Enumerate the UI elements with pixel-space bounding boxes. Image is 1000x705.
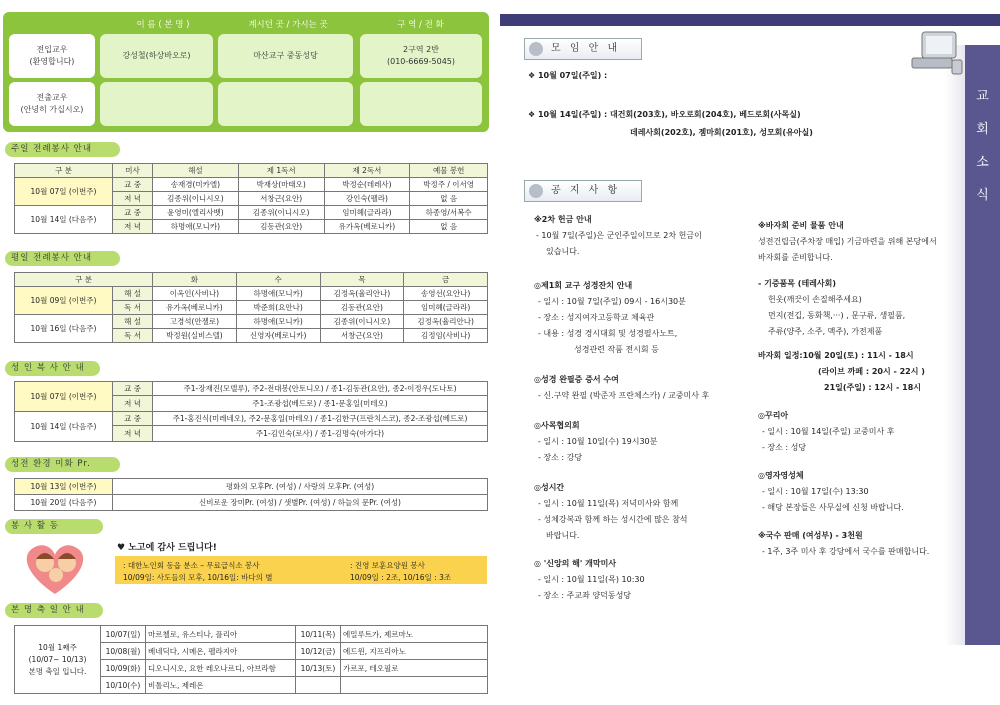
table-cell: 하종영/서복수 — [410, 206, 488, 220]
table-cell: 교 중 — [113, 382, 153, 396]
date-cell: 10월 07일 (이번주) — [15, 178, 113, 206]
table-cell: 주1-장재진(모델루), 주2-전대봉(안토니오) / 종1-김동관(요안), 종2-이정우(도나토) — [153, 382, 488, 396]
table-cell: 10/11(목) — [296, 626, 341, 643]
table-cell: 김정옥(율리안나) — [404, 315, 488, 329]
table-cell: 하명애(모니카) — [153, 220, 239, 234]
table-cell: 저 녁 — [113, 396, 153, 412]
table-cell: 10월 13일 (이번주) — [15, 479, 113, 495]
notice-heading: ◎제1회 교구 성경잔치 안내 — [534, 281, 633, 290]
table-row — [15, 479, 488, 495]
sidebar-char: 교 — [976, 89, 989, 104]
text: - 일시 : 10월 11일(목) 10:30 — [538, 575, 645, 584]
adult-table — [14, 381, 488, 442]
prayer-title: 성전 환경 미화 Pr. — [5, 457, 120, 472]
notice-heading: - 기증품목 (테레사회) — [758, 279, 837, 288]
header-place: 계시던 곳 / 가시는 곳 — [248, 20, 328, 30]
table-cell: 10/08(월) — [101, 643, 146, 660]
sidebar — [965, 45, 1000, 645]
table-cell: 김정임(사비나) — [404, 329, 488, 343]
table-cell: 10/10(수) — [101, 677, 146, 694]
table-row — [15, 206, 488, 220]
date-cell: 10월 16일 (다음주) — [15, 315, 113, 343]
text: - 일시 : 10월 10일(수) 19시30분 — [538, 437, 658, 446]
incoming-contact: 2구역 2반 (010-6669-5045) — [360, 34, 482, 78]
text: 있습니다. — [546, 247, 580, 256]
table-cell: 임미혜(글라라) — [324, 206, 410, 220]
table-cell: 신영자(베로니카) — [236, 329, 320, 343]
saints-table — [14, 625, 488, 694]
meeting-line-3: 데레사회(202호), 젬마회(201호), 성모회(유아실) — [630, 128, 813, 137]
service-a1: : 대한노인회 동읍 분소 – 무료급식소 봉사 — [123, 561, 260, 570]
left-page — [0, 0, 492, 705]
text: 먼지(전깁, 동화책,···) , 문구류, 생필품, — [768, 311, 906, 320]
text: - 해당 본장들은 사무실에 신청 바랍니다. — [762, 503, 904, 512]
table-cell — [341, 677, 488, 694]
table-cell: 10/09(화) — [101, 660, 146, 677]
notice-heading: ※국수 판매 (여성부) - 3천원 — [758, 531, 863, 540]
notice-heading: ※바자회 준비 물품 안내 — [758, 221, 844, 230]
th-cell: 제 2독서 — [324, 164, 410, 178]
service-a2: 10/09일: 사도들의 모후, 10/16일: 바다의 별 — [123, 573, 273, 582]
notice-heading: 바자회 일정:10월 20일(토) : 11시 - 18시 — [758, 351, 914, 360]
text: 성전건립금(주차장 매입) 기금마련을 위해 본당에서 — [758, 237, 937, 246]
text: 모 임 안 내 — [551, 43, 621, 54]
table-cell: 교 중 — [113, 206, 153, 220]
saints-title: 본 명 축 일 안 내 — [5, 603, 103, 618]
saints-label: 10월 1째주 (10/07~ 10/13) 본명 축일 입니다. — [15, 626, 101, 694]
table-cell: 서창근(요안) — [238, 192, 324, 206]
table-cell: 박재상(마태오) — [238, 178, 324, 192]
table-row — [15, 315, 488, 329]
table-cell: 주1-김인숙(로사) / 종1-김명숙(아가다) — [153, 426, 488, 442]
notice-heading: ◎영자영성체 — [758, 471, 804, 480]
table-cell: 비톨리노, 제레온 — [146, 677, 296, 694]
table-cell: 하명애(모니카) — [236, 315, 320, 329]
date-cell: 10월 14일 (다음주) — [15, 412, 113, 442]
table-cell: 송영선(요안나) — [404, 287, 488, 301]
table-cell: 저 녁 — [113, 220, 153, 234]
text: (라이브 까페 : 20시 - 22시 ) — [818, 367, 925, 376]
table-cell — [296, 677, 341, 694]
weekday-table — [14, 272, 488, 343]
table-cell: 평화의 모후Pr. (여성) / 사랑의 모후Pr. (여성) — [113, 479, 488, 495]
person-icon — [529, 184, 543, 198]
text: - 성체강복과 함께 하는 성시간에 많은 참석 — [538, 515, 688, 524]
text: - 1주, 3주 미사 후 강당에서 국수를 판매합니다. — [762, 547, 930, 556]
date-cell: 10월 14일 (다음주) — [15, 206, 113, 234]
table-cell: 임미혜(글라라) — [404, 301, 488, 315]
meeting-title — [524, 38, 642, 60]
table-cell: 신비로운 장미Pr. (여성) / 샛별Pr. (여성) / 하늘의 문Pr. (여성) — [113, 495, 488, 511]
table-cell: 해 설 — [113, 287, 153, 301]
text: 21일(주일) : 12시 - 18시 — [824, 383, 922, 392]
text: - 일시 : 10월 17일(수) 13:30 — [762, 487, 869, 496]
table-cell: 주1-조광섭(베드로) / 종1-문홍일(미테오) — [153, 396, 488, 412]
table-cell: 김정옥(율리안나) — [320, 287, 404, 301]
transfer-panel — [3, 12, 489, 132]
table-cell: 교 중 — [113, 178, 153, 192]
weekday-title: 평일 전례봉사 안내 — [5, 251, 120, 266]
notice-heading: ◎ '신앙의 해' 개막미사 — [534, 559, 617, 568]
table-cell: 김종위(이니시오) — [238, 206, 324, 220]
table-cell: 10/12(금) — [296, 643, 341, 660]
table-cell: 가르포, 테오필로 — [341, 660, 488, 677]
table-cell: 박정순(데레사) — [324, 178, 410, 192]
text: 바자회를 준비합니다. — [758, 253, 833, 262]
th-cell: 금 — [404, 273, 488, 287]
notice-heading: ◎성경 완필증 증서 수여 — [534, 375, 619, 384]
incoming-name: 강성철(하상바오로) — [100, 34, 213, 78]
table-cell: 박준희(요안나) — [236, 301, 320, 315]
person-icon — [529, 42, 543, 56]
table-cell: 10월 20일 (다음주) — [15, 495, 113, 511]
table-cell: 없 음 — [410, 192, 488, 206]
text: - 일시 : 10월 11일(목) 저녁미사와 함께 — [538, 499, 679, 508]
computer-icon — [908, 28, 966, 78]
sunday-title: 주일 전례봉사 안내 — [5, 142, 120, 157]
service-panel — [5, 536, 487, 594]
table-row — [15, 626, 488, 643]
sidebar-char: 소 — [976, 155, 989, 170]
thanks-text: ♥ 노고에 감사 드립니다! — [117, 543, 217, 553]
table-cell: 김종위(이니시오) — [153, 192, 239, 206]
text: - 장소 : 성당 — [762, 443, 807, 452]
table-cell: 해 설 — [113, 315, 153, 329]
notice-heading: ◎성시간 — [534, 483, 565, 492]
table-cell: 강인숙(펠라) — [324, 192, 410, 206]
sunday-table — [14, 163, 488, 234]
table-cell: 없 음 — [410, 220, 488, 234]
text: - 장소 : 강당 — [538, 453, 583, 462]
th-cell: 해설 — [153, 164, 239, 178]
table-cell: 김동관(요안) — [238, 220, 324, 234]
date-cell: 10월 09일 (이번주) — [15, 287, 113, 315]
table-cell: 디오니시오, 요한 레오나르디, 아브라함 — [146, 660, 296, 677]
th-cell: 구 분 — [15, 273, 153, 287]
table-cell: 에드윈, 지프리아노 — [341, 643, 488, 660]
date-cell: 10월 07일 (이번주) — [15, 382, 113, 412]
notice-heading: ※2차 헌금 안내 — [534, 215, 592, 224]
table-cell: 독 서 — [113, 301, 153, 315]
text: - 일시 : 10월 7일(주일) 09시 - 16시30분 — [538, 297, 686, 306]
table-cell: 고경석(안젤로) — [153, 315, 237, 329]
table-cell: 유가옥(베로니카) — [153, 301, 237, 315]
table-row — [15, 412, 488, 426]
table-cell: 김종위(이니시오) — [320, 315, 404, 329]
right-page — [500, 0, 1000, 705]
table-cell: 마르첼로, 유스티나, 플리아 — [146, 626, 296, 643]
table-cell: 김동관(요안) — [320, 301, 404, 315]
incoming-place: 마산교구 중동성당 — [218, 34, 353, 78]
table-cell: 독 서 — [113, 329, 153, 343]
table-row — [15, 287, 488, 301]
table-cell: 박정주 / 이서영 — [410, 178, 488, 192]
header-name: 이 름 ( 본 명 ) — [136, 20, 190, 30]
table-cell: 하명애(모니카) — [236, 287, 320, 301]
table-cell: 송재경(미카엘) — [153, 178, 239, 192]
table-cell: 저 녁 — [113, 426, 153, 442]
outgoing-label: 전출교우 (안녕히 가십시오) — [9, 82, 95, 126]
incoming-label: 전입교우 (환영합니다) — [9, 34, 95, 78]
table-row — [15, 495, 488, 511]
table-cell: 주1-홍진식(미레네오), 주2-문홍일(마테오) / 종1-김한구(프란치스코), 종2-조광섭(베드로) — [153, 412, 488, 426]
th-cell: 목 — [320, 273, 404, 287]
table-cell: 저 녁 — [113, 192, 153, 206]
table-cell: 베네딕다, 시메온, 펠라지아 — [146, 643, 296, 660]
th-cell: 미사 — [113, 164, 153, 178]
service-b1: : 진영 보훈요양원 봉사 — [350, 561, 425, 570]
prayer-table — [14, 478, 488, 511]
adult-title: 성 인 복 사 안 내 — [5, 361, 100, 376]
text: - 일시 : 10월 14일(주일) 교중미사 후 — [762, 427, 895, 436]
header-contact: 구 역 / 전 화 — [397, 20, 444, 30]
table-cell: 윤영미(엘리사벳) — [153, 206, 239, 220]
th-cell: 제 1독서 — [238, 164, 324, 178]
table-cell: 교 중 — [113, 412, 153, 426]
text: - 장소 : 주교좌 양덕동성당 — [538, 591, 632, 600]
header-bar — [500, 14, 1000, 26]
service-b2: 10/09일 : 2조, 10/16일 : 3조 — [350, 573, 452, 582]
notice-col-1 — [534, 212, 744, 604]
table-row — [15, 178, 488, 192]
outgoing-contact — [360, 82, 482, 126]
table-row — [15, 382, 488, 396]
notice-heading: ◎사목협의회 — [534, 421, 580, 430]
text: - 내용 : 성경 경시대회 및 성경필사노트, — [538, 329, 678, 338]
table-cell: 10/13(토) — [296, 660, 341, 677]
text: - 신.구약 완필 (박준자 프란체스카) / 교중미사 후 — [538, 391, 710, 400]
text: 성경관련 작품 전시회 등 — [574, 345, 659, 354]
th-cell: 예물 봉헌 — [410, 164, 488, 178]
notice-heading: ◎꾸리아 — [758, 411, 789, 420]
th-cell: 화 — [153, 273, 237, 287]
th-cell: 수 — [236, 273, 320, 287]
outgoing-place — [218, 82, 353, 126]
text: 주류(양주, 소주, 맥주), 가전제품 — [768, 327, 883, 336]
sidebar-char: 회 — [976, 122, 989, 137]
table-cell: 서창근(요안) — [320, 329, 404, 343]
table-cell: 박정원(실비스텔) — [153, 329, 237, 343]
meeting-line-1: ❖ 10월 07일(주일) : — [528, 71, 608, 80]
text: 헌옷(깨끗이 손질해주세요) — [768, 295, 862, 304]
text: 바랍니다. — [546, 531, 580, 540]
sidebar-char: 식 — [976, 188, 989, 203]
outgoing-name — [100, 82, 213, 126]
table-cell: 10/07(일) — [101, 626, 146, 643]
notice-title — [524, 180, 642, 202]
text: - 장소 : 성지여자고등학교 체육관 — [538, 313, 655, 322]
table-cell: 에밀루트가, 제르마노 — [341, 626, 488, 643]
table-cell: 이옥인(사비나) — [153, 287, 237, 301]
text: - 10월 7일(주일)은 군인주일이므로 2차 헌금이 — [536, 231, 702, 240]
th-cell: 구 분 — [15, 164, 113, 178]
table-cell: 유가옥(베로니카) — [324, 220, 410, 234]
text: 공 지 사 항 — [551, 185, 621, 196]
notice-col-2 — [758, 218, 963, 560]
service-title: 봉 사 활 동 — [5, 519, 103, 534]
family-illustration — [15, 539, 95, 597]
meeting-line-2: ❖ 10월 14일(주일) : 대건회(203호), 바오로회(204호), 베드로회(사목실) — [528, 110, 801, 119]
